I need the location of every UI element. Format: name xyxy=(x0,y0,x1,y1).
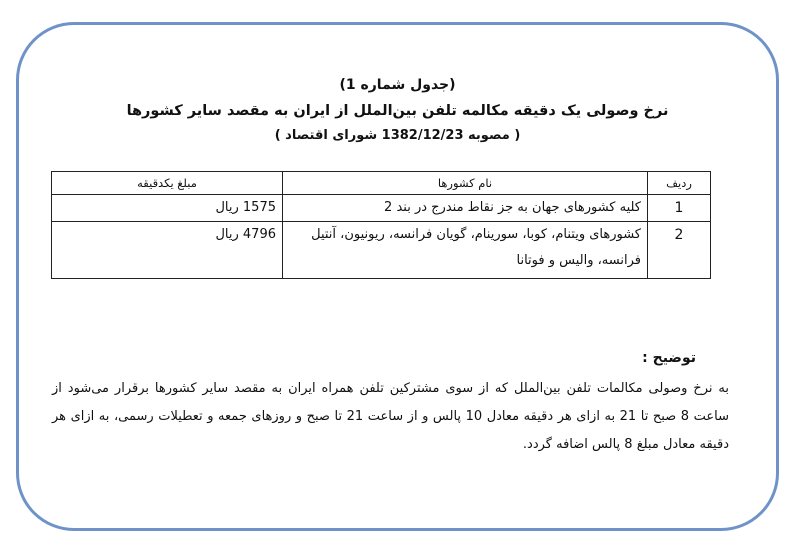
row-amount: 1575 ریال xyxy=(52,195,283,222)
document-subtitle: ( مصوبه 1382/12/23 شورای اقتصاد ) xyxy=(274,128,521,143)
row-index: 1 xyxy=(648,195,711,222)
note-heading: توضیح : xyxy=(642,350,696,366)
row-index: 2 xyxy=(648,222,711,279)
header-countries: نام کشورها xyxy=(283,172,648,195)
row-amount: 4796 ریال xyxy=(52,222,283,279)
rates-table xyxy=(51,171,711,279)
header-amount: مبلغ یکدقیقه xyxy=(52,172,283,195)
header-index: ردیف xyxy=(648,172,711,195)
table-caption: (جدول شماره 1) xyxy=(339,77,456,93)
document-header xyxy=(19,72,776,148)
table-header-row xyxy=(52,172,711,195)
row-countries: کلیه کشورهای جهان به جز نقاط مندرج در بند 2 xyxy=(283,195,648,222)
row-countries: کشورهای ویتنام، کوبا، سورینام، گویان فرانسه، ریونیون، آنتیل فرانسه، والیس و فوتانا xyxy=(283,222,648,279)
note-text: به نرخ وصولی مکالمات تلفن بین‌الملل که از سوی مشترکین تلفن همراه ایران به مقصد سایر کشورها برقرار می‌شود از ساعت 8 صبح تا 21 به ازای هر دقیقه معادل 10 پالس و از ساعت 21 تا صبح و روزهای جمعه و تعطیلات رسمی، به ازای هر دقیقه معادل مبلغ 8 پالس اضافه گردد. xyxy=(52,381,729,452)
document-title: نرخ وصولی یک دقیقه مکالمه تلفن بین‌الملل از ایران به مقصد سایر کشورها xyxy=(126,103,669,119)
table-row xyxy=(52,195,711,222)
table-row xyxy=(52,222,711,279)
